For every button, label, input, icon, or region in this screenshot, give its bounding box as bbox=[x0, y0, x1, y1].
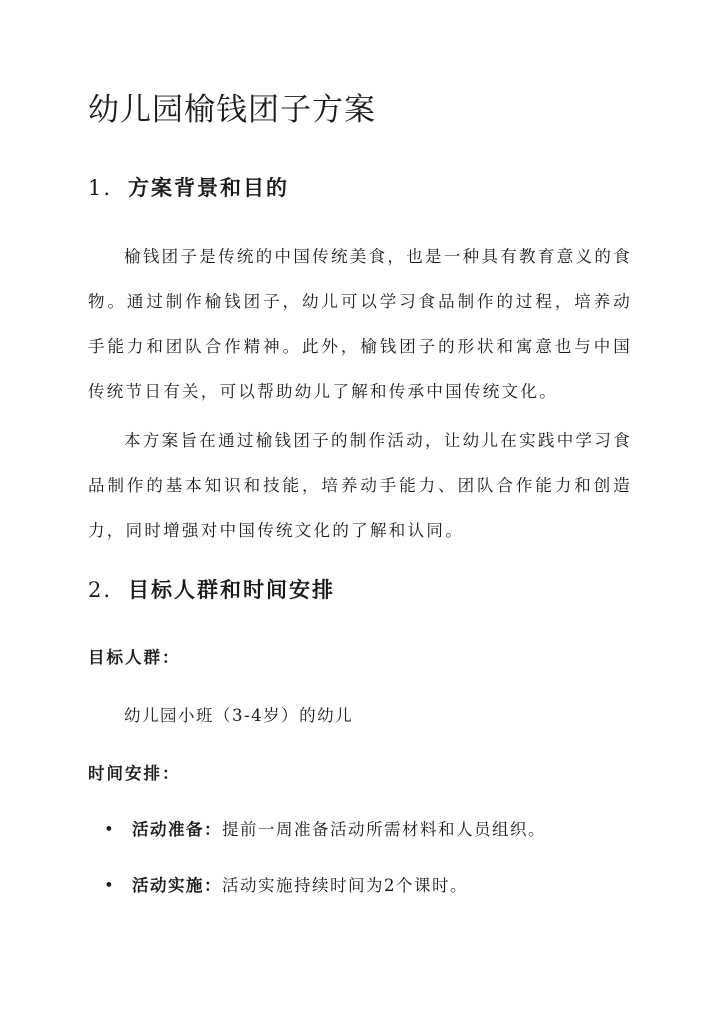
target-group-value: 幼儿园小班（3-4岁）的幼儿 bbox=[124, 706, 354, 725]
section-number: 2. bbox=[88, 578, 113, 602]
section-title: 目标人群和时间安排 bbox=[128, 577, 336, 602]
background-paragraph-1: 榆钱团子是传统的中国传统美食，也是一种具有教育意义的食物。通过制作榆钱团子，幼儿可以学习食品制作的过程，培养动手能力和团队合作精神。此外，榆钱团子的形状和寓意也与中国传统节日有关，可以帮助幼儿了解和传承中国传统文化。 bbox=[88, 247, 632, 401]
bullet-icon: • bbox=[104, 820, 116, 839]
schedule-bullet-implementation bbox=[104, 872, 468, 896]
bullet-text: 提前一周准备活动所需材料和人员组织。 bbox=[222, 820, 546, 839]
bullet-label: 活动实施： bbox=[132, 876, 222, 895]
section-heading-target-schedule bbox=[88, 574, 335, 604]
schedule-label: 时间安排： bbox=[88, 764, 181, 783]
schedule-bullet-preparation bbox=[104, 816, 546, 840]
bullet-label: 活动准备： bbox=[132, 820, 222, 839]
document-title: 幼儿园榆钱团子方案 bbox=[88, 92, 376, 128]
target-group-label: 目标人群： bbox=[88, 648, 181, 667]
section-number: 1. bbox=[88, 176, 113, 200]
bullet-text: 活动实施持续时间为2个课时。 bbox=[222, 876, 468, 895]
section-title: 方案背景和目的 bbox=[128, 175, 290, 200]
bullet-icon: • bbox=[104, 876, 116, 895]
section-heading-background bbox=[88, 172, 289, 202]
background-paragraph-2: 本方案旨在通过榆钱团子的制作活动，让幼儿在实践中学习食品制作的基本知识和技能，培养动手能力、团队合作能力和创造力，同时增强对中国传统文化的了解和认同。 bbox=[88, 431, 632, 540]
